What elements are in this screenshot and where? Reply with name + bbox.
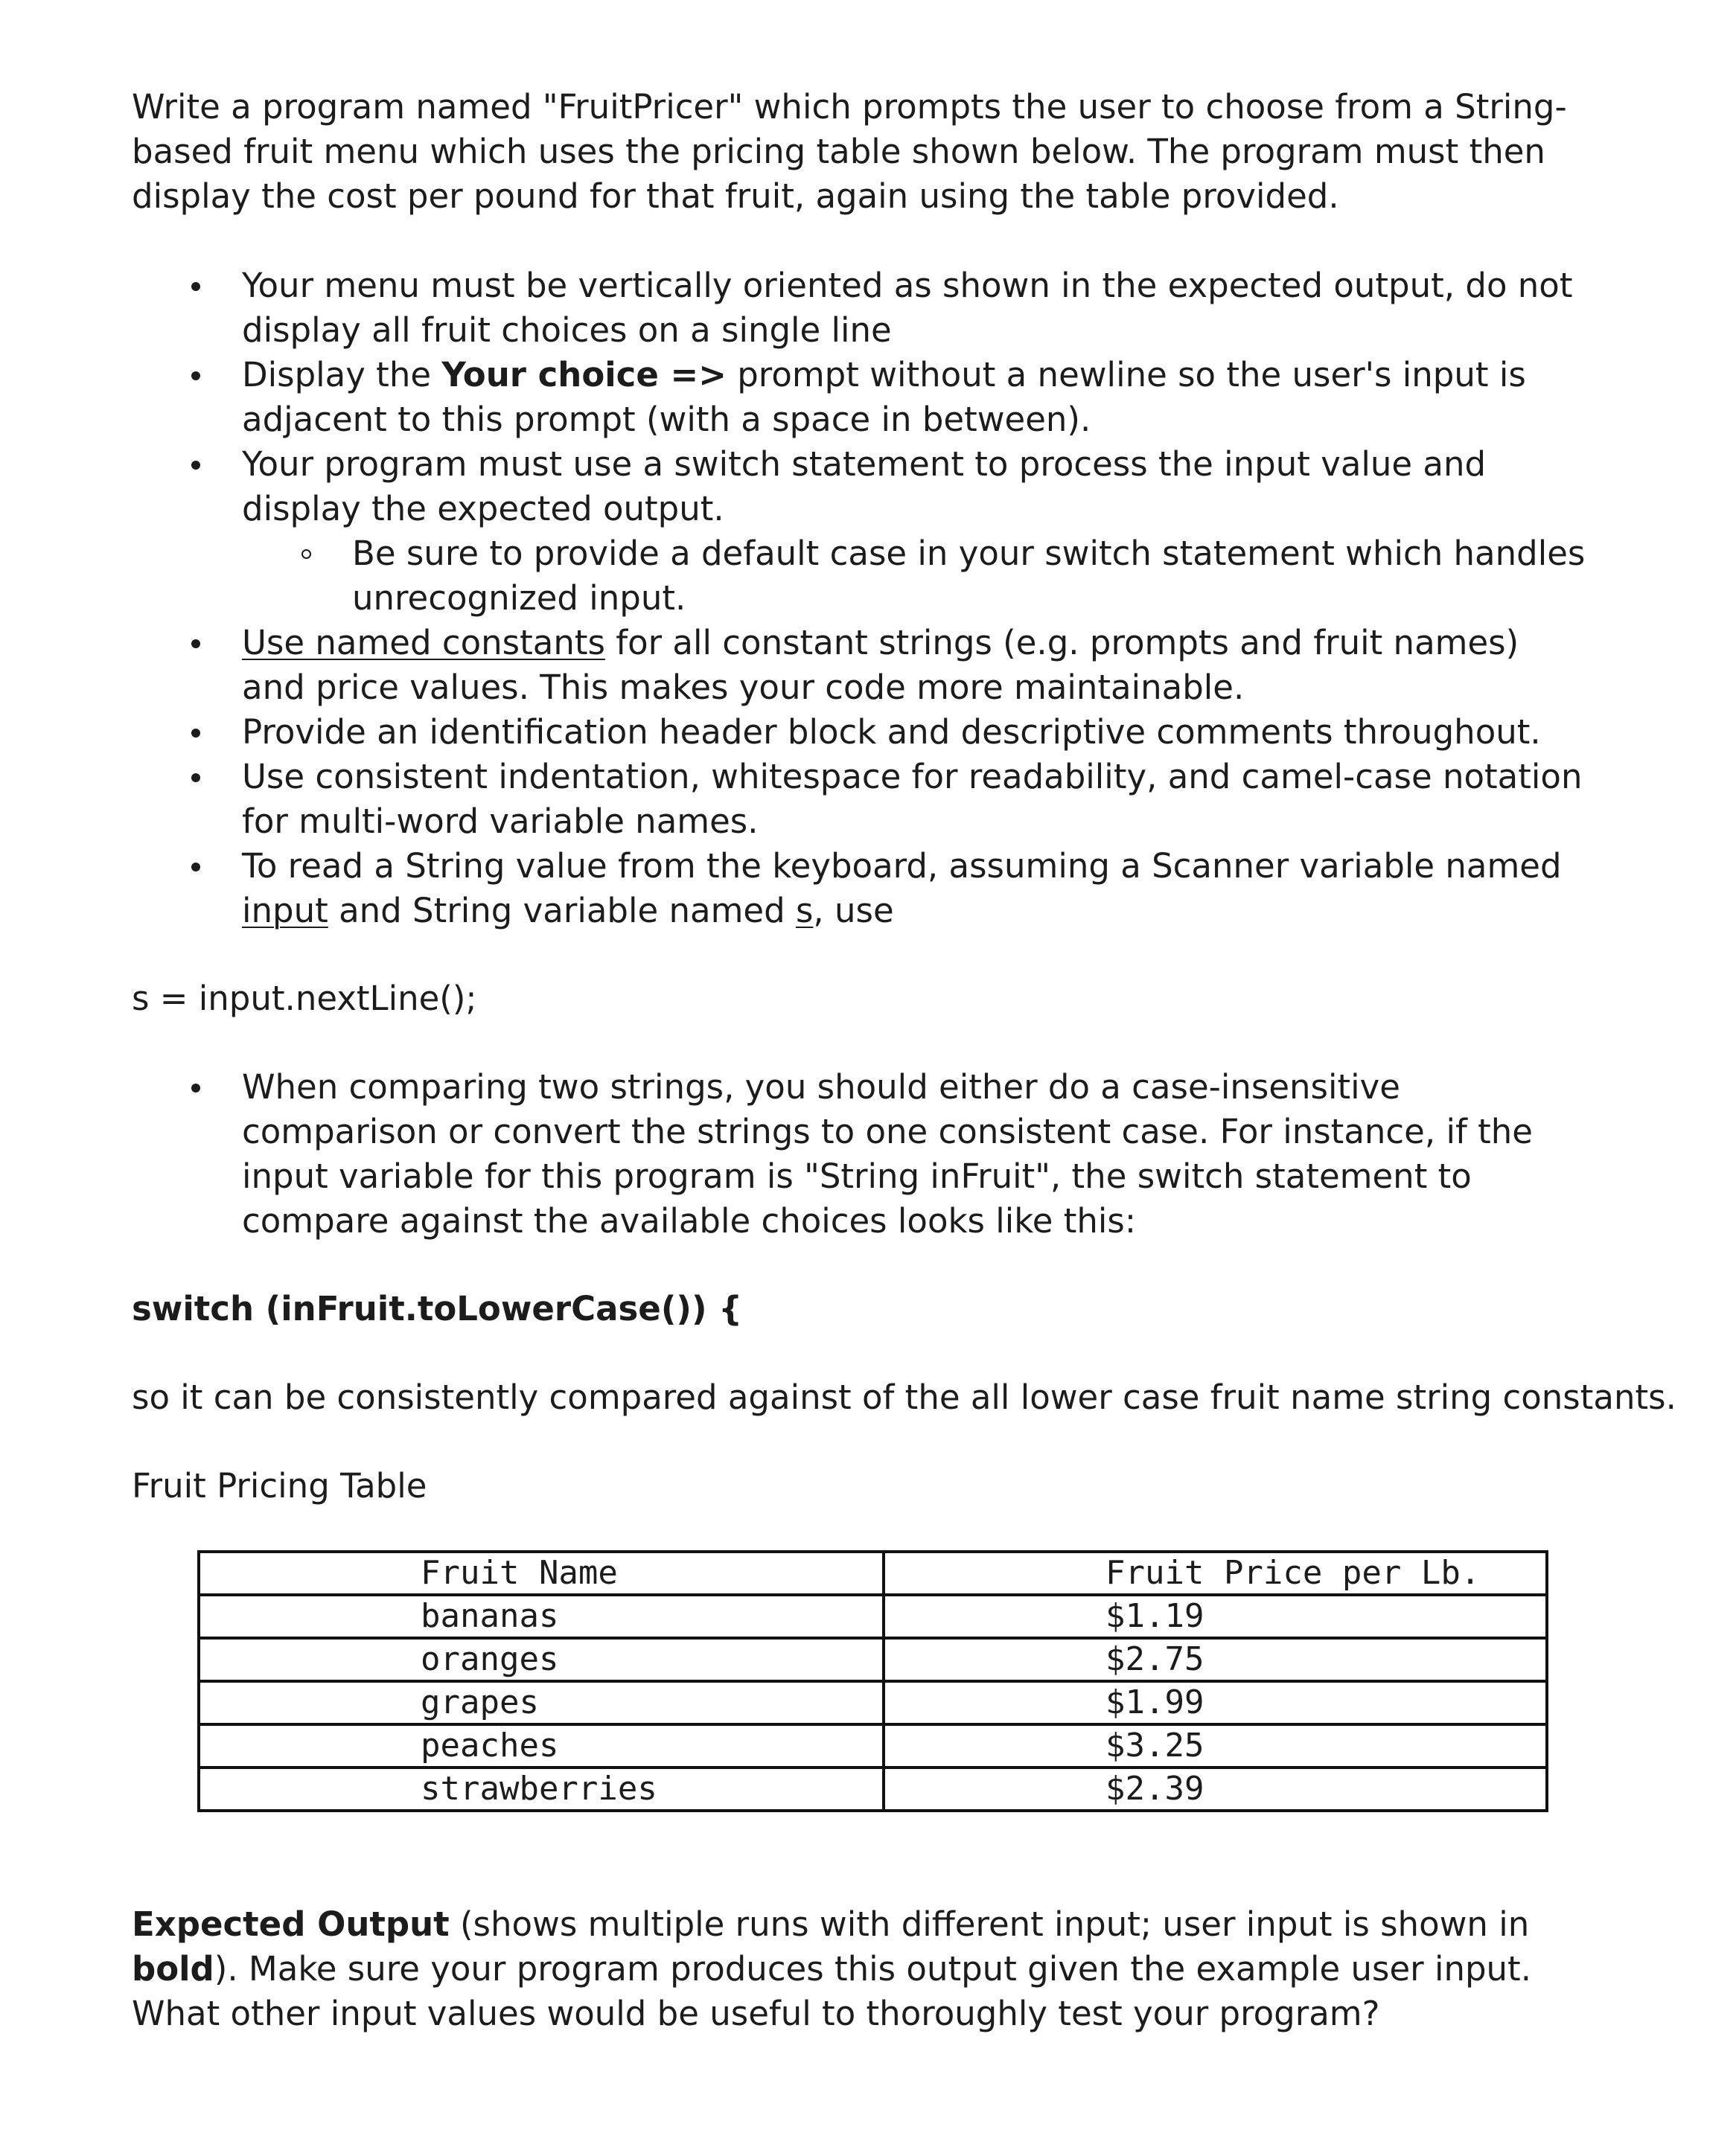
s-variable-name: s xyxy=(795,891,814,930)
bullet-icon xyxy=(191,282,200,291)
fruit-name-cell: strawberries xyxy=(199,1768,884,1811)
list-item: Your menu must be vertically oriented as shown in the expected output, do not display all fruit choices on a single line xyxy=(132,263,1591,353)
column-header-fruit-name: Fruit Name xyxy=(199,1552,884,1595)
bullet-icon xyxy=(191,371,200,380)
list-item: Your program must use a switch statement to process the input value and display the expected output. xyxy=(132,442,1591,531)
table-row xyxy=(199,1724,1547,1768)
fruit-pricing-table xyxy=(197,1550,1548,1812)
table-row xyxy=(199,1638,1547,1681)
switch-statement: switch (inFruit.toLowerCase()) { xyxy=(132,1289,743,1328)
fruit-name-cell: bananas xyxy=(199,1595,884,1638)
fruit-price-cell: $1.99 xyxy=(884,1681,1547,1724)
hollow-bullet-icon xyxy=(301,549,311,559)
table-row xyxy=(199,1681,1547,1724)
list-item: To read a String value from the keyboard, assuming a Scanner variable named input and String variable named s, use xyxy=(132,844,1591,933)
intro-paragraph: Write a program named "FruitPricer" which prompts the user to choose from a String-based fruit menu which uses the pricing table shown below. The program must then display the cost per pound for that fruit, again using the table provided. xyxy=(132,87,1567,216)
named-constants-link[interactable]: Use named constants xyxy=(242,623,605,662)
sub-list-item: Be sure to provide a default case in your switch statement which handles unrecognized input. xyxy=(132,531,1591,621)
table-row xyxy=(199,1595,1547,1638)
fruit-price-cell: $2.39 xyxy=(884,1768,1547,1811)
list-item: Display the Your choice => prompt without a newline so the user's input is adjacent to this prompt (with a space in between). xyxy=(132,353,1591,442)
bullet-icon xyxy=(191,863,200,871)
fruit-price-cell: $2.75 xyxy=(884,1638,1547,1681)
bullet-icon xyxy=(191,639,200,648)
bullet-icon xyxy=(191,729,200,738)
bullet-icon xyxy=(191,773,200,782)
table-row xyxy=(199,1768,1547,1811)
after-switch-text: so it can be consistently compared against of the all lower case fruit name string constants. xyxy=(132,1378,1676,1417)
bullet-icon xyxy=(191,461,200,470)
fruit-price-cell: $3.25 xyxy=(884,1724,1547,1768)
column-header-price: Fruit Price per Lb. xyxy=(884,1552,1547,1595)
bold-word: bold xyxy=(132,1949,214,1989)
list-item: Use named constants for all constant strings (e.g. prompts and fruit names) and price values. This makes your code more maintainable. xyxy=(132,621,1591,710)
bullet-icon xyxy=(191,1084,200,1093)
table-caption: Fruit Pricing Table xyxy=(132,1466,427,1506)
fruit-name-cell: grapes xyxy=(199,1681,884,1724)
expected-output-paragraph: Expected Output (shows multiple runs with different input; user input is shown in bold). Make sure your program produces this output given the example user input. What other input values would be useful to thoroughly test your program? xyxy=(132,1904,1532,2033)
requirements-list xyxy=(132,263,1591,933)
fruit-name-cell: oranges xyxy=(199,1638,884,1681)
list-item: When comparing two strings, you should either do a case-insensitive comparison or convert the strings to one consistent case. For instance, if the input variable for this program is "String inFruit", the switch statement to compare against the available choices looks like this: xyxy=(132,1065,1591,1244)
compare-list xyxy=(132,1065,1591,1244)
code-example: s = input.nextLine(); xyxy=(132,979,477,1018)
list-item: Use consistent indentation, whitespace for readability, and camel-case notation for multi-word variable names. xyxy=(132,755,1591,844)
list-item: Provide an identification header block and descriptive comments throughout. xyxy=(132,710,1591,755)
expected-output-label: Expected Output xyxy=(132,1904,450,1944)
fruit-name-cell: peaches xyxy=(199,1724,884,1768)
prompt-text: Your choice => xyxy=(441,355,727,394)
table-header-row xyxy=(199,1552,1547,1595)
fruit-price-cell: $1.19 xyxy=(884,1595,1547,1638)
input-variable-name: input xyxy=(242,891,328,930)
